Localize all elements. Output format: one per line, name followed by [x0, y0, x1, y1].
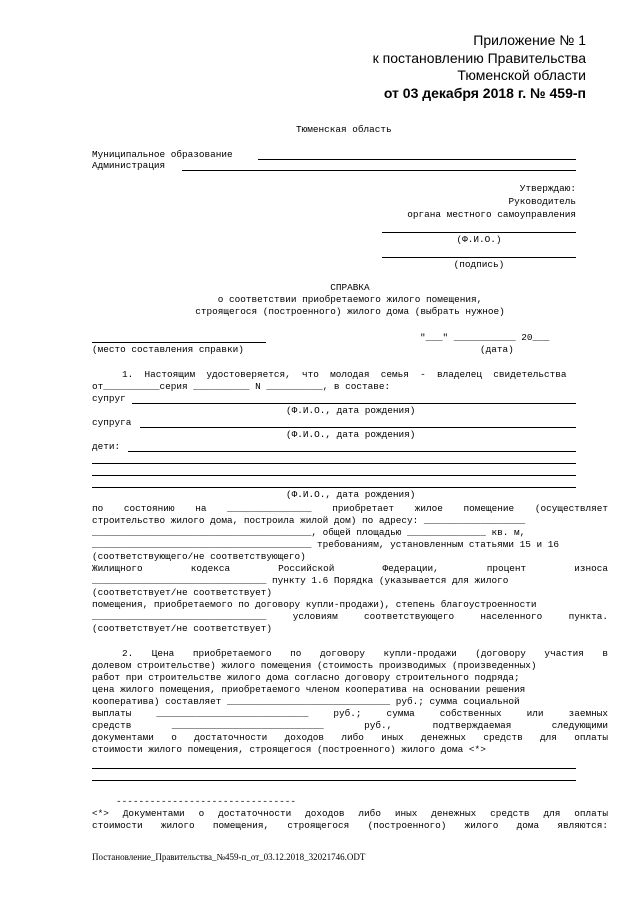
spouse-f-field[interactable] [140, 427, 576, 428]
documents-field-1[interactable] [92, 768, 576, 769]
section2-line-1: 2. Цена приобретаемого по договору купли-продажи (договору участия в [122, 648, 608, 659]
region-title: Тюменская область [296, 124, 392, 135]
certificate-line[interactable]: от__________серия __________ N __________, в составе: [92, 381, 391, 392]
section2-line-3: работ при строительстве жилого дома согласно договору строительного подряда; [92, 672, 520, 683]
spouse-f-hint: (Ф.И.О., дата рождения) [286, 429, 416, 440]
municipal-label: Муниципальное образование [92, 149, 233, 160]
children-field-2[interactable] [92, 463, 576, 464]
resolution-date: от 03 декабря 2018 г. № 459-п [383, 85, 586, 101]
children-field-4[interactable] [92, 487, 576, 488]
section2-line-6: выплаты ___________________________ руб.; сумма собственных или заемных [92, 708, 608, 719]
approve-authority: органа местного самоуправления [407, 209, 576, 220]
resolution-ref: к постановлению Правительства [372, 50, 586, 66]
documents-field-2[interactable] [92, 780, 576, 781]
footnote-line-1: <*> Документами о достаточности доходов либо иных денежных средств для оплаты [92, 808, 608, 819]
region-ref: Тюменской области [457, 67, 586, 83]
file-footer: Постановление_Правительства_№459-п_от_03.12.2018_32021746.ODT [92, 852, 366, 862]
section1-line-5: Жилищного кодекса Российской Федерации, процент износа [92, 563, 608, 574]
approve-label: Утверждаю: [519, 183, 576, 194]
spouse-m-hint: (Ф.И.О., дата рождения) [286, 405, 416, 416]
section1-line-7: помещения, приобретаемого по договору купли-продажи), степень благоустроенности [92, 599, 537, 610]
date-field[interactable]: "___" ___________ 20___ [420, 332, 550, 343]
section2-line-7: средств ___________________________ руб., подтверждаемая следующими [92, 720, 608, 731]
appendix-number: Приложение № 1 [473, 32, 586, 48]
section2-line-4: цена жилого помещения, приобретаемого членом кооператива на основании решения [92, 684, 526, 695]
footnote-separator: -------------------------------- [116, 796, 297, 807]
signature-field[interactable] [382, 257, 576, 258]
section2-line-2: долевом строительстве) жилого помещения (стоимость производимых (произведенных) [92, 660, 537, 671]
section2-line-5: кооператива) составляет _____________________________ руб.; сумма социальной [92, 696, 520, 707]
section1-hint-2: (соответствует/не соответствует) [92, 587, 273, 598]
section1-hint-3: (соответствует/не соответствует) [92, 623, 273, 634]
fio-hint: (Ф.И.О.) [456, 234, 502, 245]
place-hint: (место составления справки) [92, 344, 244, 355]
section1-line-1: по состоянию на _______________ приобретает жилое помещение (осуществляет [92, 503, 608, 514]
children-label: дети: [92, 441, 121, 452]
section1-line-2: строительство жилого дома, построила жилой дом) по адресу: __________________ [92, 515, 526, 526]
section2-line-8: документами о достаточности доходов либо иных денежных средств для оплаты [92, 732, 608, 743]
administration-label: Администрация [92, 160, 166, 171]
section1-line-4: _______________________________________ требованиям, установленным статьями 15 и 16 [92, 539, 559, 550]
municipal-field[interactable] [258, 159, 576, 160]
administration-field[interactable] [182, 170, 576, 171]
document-subtitle-1: о соответствии приобретаемого жилого помещения, [217, 294, 483, 305]
children-hint: (Ф.И.О., дата рождения) [286, 489, 416, 500]
spouse-m-label: супруг [92, 393, 126, 404]
section1-intro: 1. Настоящим удостоверяется, что молодая семья - владелец свидетельства [122, 369, 567, 380]
signature-hint: (подпись) [453, 259, 505, 270]
children-field-1[interactable] [128, 451, 576, 452]
section2-line-9: стоимости жилого помещения, строящегося (построенного) жилого дома <*> [92, 744, 486, 755]
document-title: СПРАВКА [330, 282, 370, 293]
footnote-line-2: стоимости жилого помещения, строящегося (построенного) жилого дома являются: [92, 820, 608, 831]
place-field[interactable] [92, 342, 266, 343]
section1-line-3: _______________________________________, общей площадью ______________ кв. м, [92, 527, 526, 538]
approve-head: Руководитель [508, 196, 576, 207]
date-hint: (дата) [480, 344, 514, 355]
section1-line-6: _______________________________ пункту 1.6 Порядка (указывается для жилого [92, 575, 509, 586]
spouse-f-label: супруга [92, 417, 132, 428]
children-field-3[interactable] [92, 475, 576, 476]
fio-field[interactable] [382, 232, 576, 233]
spouse-m-field[interactable] [132, 403, 576, 404]
section1-line-8: _______________________________ условиям соответствующего населенного пункта. [92, 611, 608, 622]
document-subtitle-2: строящегося (построенного) жилого дома (выбрать нужное) [195, 306, 505, 317]
section1-hint-1: (соответствующего/не соответствующего) [92, 551, 306, 562]
